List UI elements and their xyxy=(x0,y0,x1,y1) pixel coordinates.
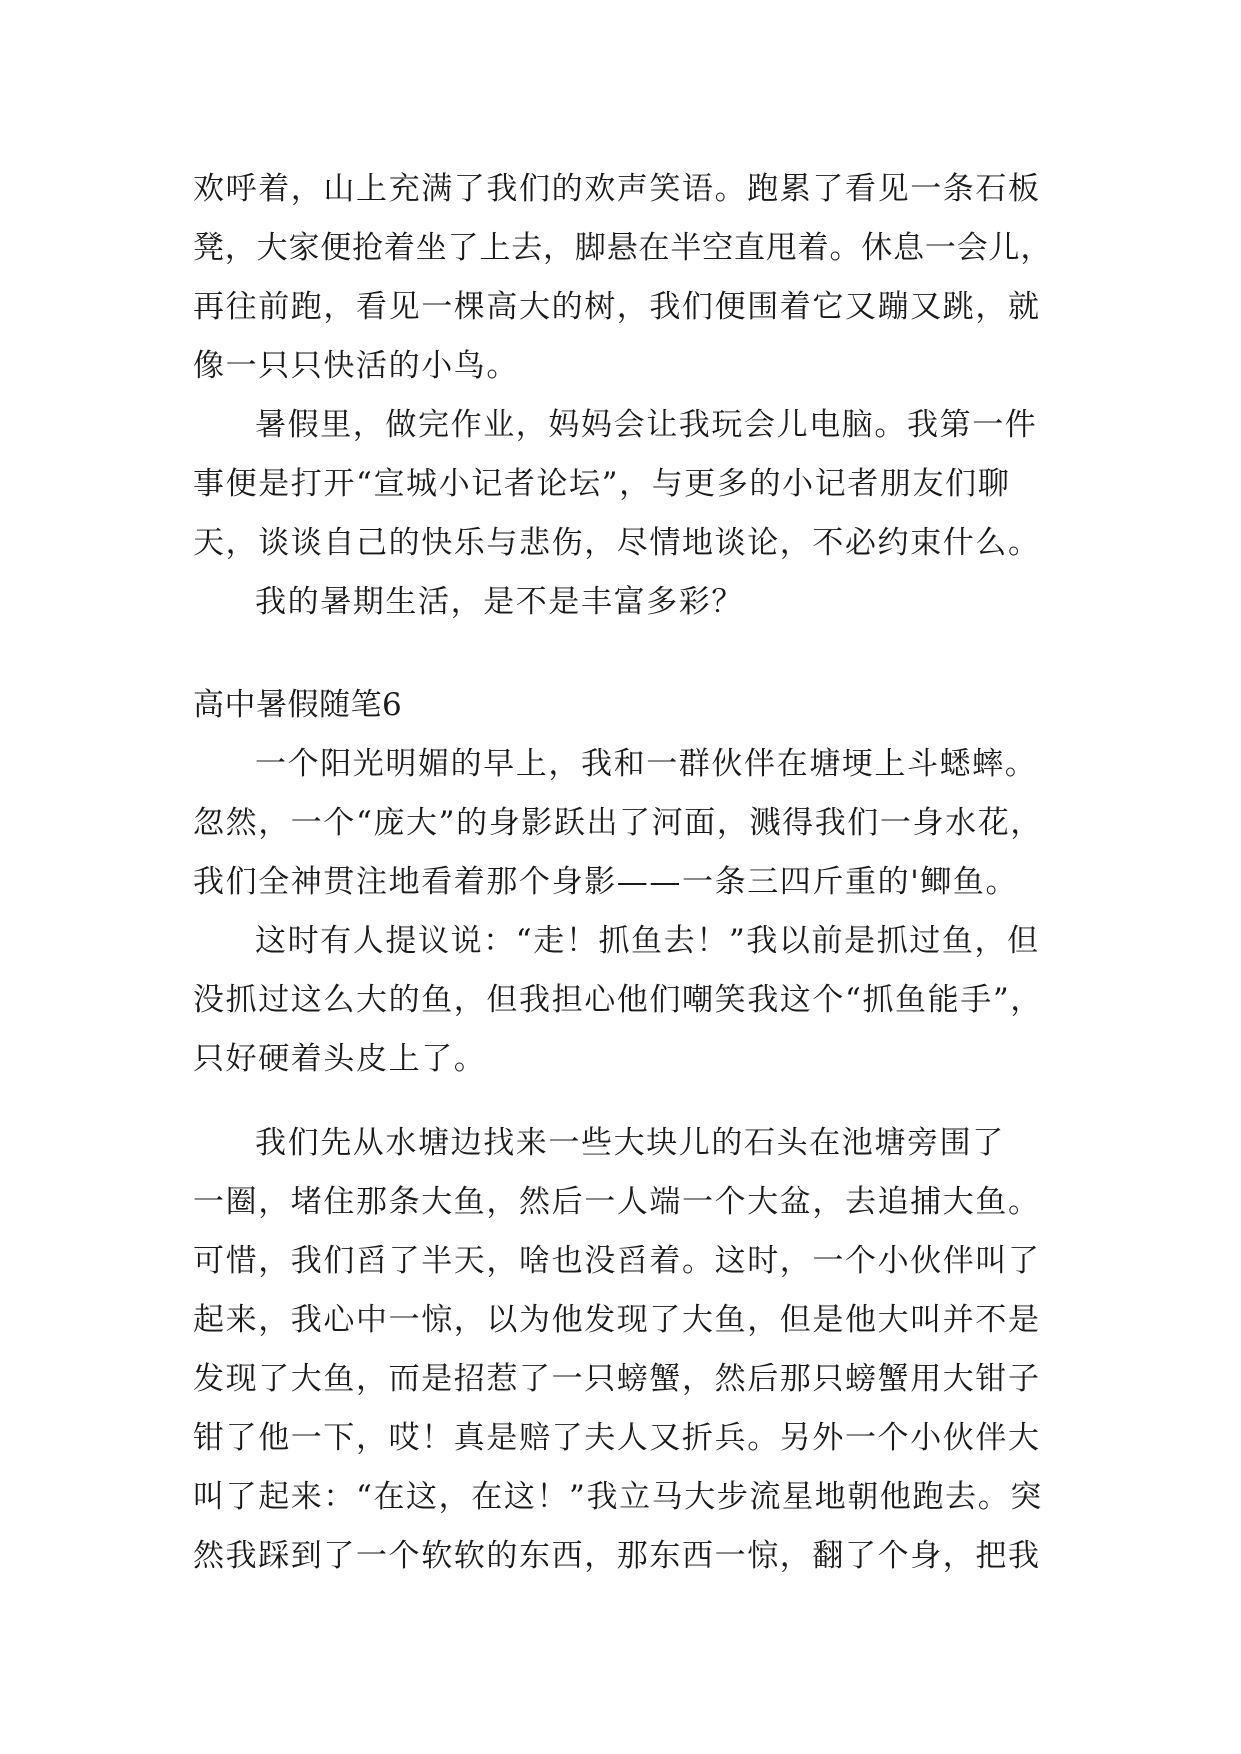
text-line: 天，谈谈自己的快乐与悲伤，尽情地谈论，不必约束什么。 xyxy=(193,525,1041,561)
text-line: 凳，大家便抢着坐了上去，脚悬在半空直甩着。休息一会儿， xyxy=(193,230,1053,266)
text-line: 叫了起来：“在这，在这！”我立马大步流星地朝他跑去。突 xyxy=(193,1479,1043,1515)
text-line: 欢呼着，山上充满了我们的欢声笑语。跑累了看见一条石板 xyxy=(193,171,1041,207)
text-line: 然我踩到了一个软软的东西，那东西一惊，翻了个身，把我 xyxy=(193,1538,1041,1574)
text-line: 起来，我心中一惊，以为他发现了大鱼，但是他大叫并不是 xyxy=(193,1302,1041,1338)
text-line: 发现了大鱼，而是招惹了一只螃蟹，然后那只螃蟹用大钳子 xyxy=(193,1361,1041,1397)
section-heading: 高中暑假随笔6 xyxy=(193,687,403,723)
text-line: 这时有人提议说：“走！抓鱼去！”我以前是抓过鱼，但 xyxy=(255,923,1040,959)
text-line: 我们先从水塘边找来一些大块儿的石头在池塘旁围了 xyxy=(255,1125,1005,1161)
text-line: 可惜，我们舀了半天，啥也没舀着。这时，一个小伙伴叫了 xyxy=(193,1243,1041,1279)
text-line: 再往前跑，看见一棵高大的树，我们便围着它又蹦又跳，就 xyxy=(193,289,1041,325)
text-line: 暑假里，做完作业，妈妈会让我玩会儿电脑。我第一件 xyxy=(255,407,1038,443)
text-line: 没抓过这么大的鱼，但我担心他们嘲笑我这个“抓鱼能手”， xyxy=(193,982,1043,1018)
text-line: 一圈，堵住那条大鱼，然后一人端一个大盆，去追捕大鱼。 xyxy=(193,1184,1041,1220)
text-line: 像一只只快活的小鸟。 xyxy=(193,348,519,384)
text-line: 忽然，一个“庞大”的身影跃出了河面，溅得我们一身水花， xyxy=(193,805,1043,841)
text-line: 我的暑期生活，是不是丰富多彩？ xyxy=(255,584,744,620)
text-line: 钳了他一下，哎！真是赔了夫人又折兵。另外一个小伙伴大 xyxy=(193,1420,1041,1456)
text-line: 一个阳光明媚的早上，我和一群伙伴在塘埂上斗蟋蟀。 xyxy=(255,746,1038,782)
text-line: 事便是打开“宣城小记者论坛”，与更多的小记者朋友们聊 xyxy=(193,466,1011,502)
text-line: 我们全神贯注地看着那个身影——一条三四斤重的'鲫鱼。 xyxy=(193,864,1019,900)
text-line: 只好硬着头皮上了。 xyxy=(193,1041,487,1077)
